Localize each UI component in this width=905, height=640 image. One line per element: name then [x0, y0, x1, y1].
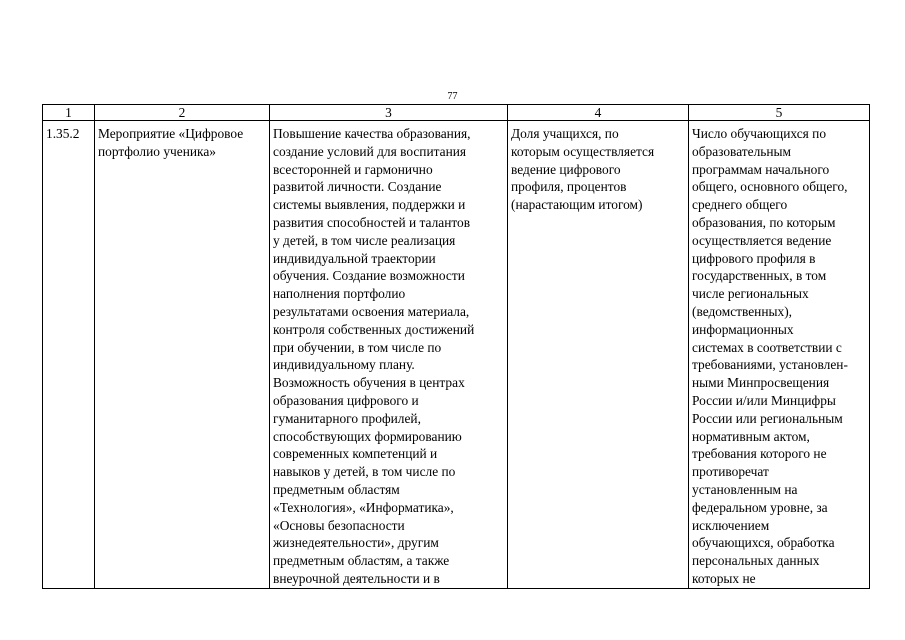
text-line: профиля, процентов — [511, 179, 627, 195]
text-line: Мероприятие «Цифровое — [98, 126, 244, 141]
text-line: предметным областям — [273, 481, 400, 497]
text-line: программам начального — [692, 161, 830, 177]
text-line: предметным областям, а также — [273, 553, 450, 569]
text-line: требованиями, установлен- — [692, 357, 848, 373]
text-line: общего, основного общего, — [692, 179, 848, 195]
text-line: современных компетенций и — [273, 446, 438, 462]
text-line: нормативным актом, — [692, 428, 810, 444]
text-line: обучающихся, обработка — [692, 535, 835, 551]
text-line: требования которого не — [692, 446, 827, 462]
text-line: исключением — [692, 517, 770, 533]
text-line: числе региональных — [692, 286, 809, 302]
text-line: противоречат — [692, 464, 769, 480]
text-line: обучения. Создание возможности — [273, 268, 465, 284]
text-line: осуществляется ведение — [692, 232, 832, 248]
text-line: установленным на — [692, 481, 798, 497]
indicator-cell — [508, 121, 689, 589]
text-line: Повышение качества образования, — [273, 126, 471, 141]
text-line: индивидуальному плану. — [273, 357, 415, 373]
text-line: системы выявления, поддержки и — [273, 197, 466, 213]
text-line: развитой личности. Создание — [273, 179, 442, 195]
column-header-5: 5 — [689, 105, 870, 121]
text-line: Доля учащихся, по — [511, 126, 619, 141]
text-line: системах в соответствии с — [692, 339, 842, 355]
text-line: которым осуществляется — [511, 143, 655, 159]
text-line: России и/или Минцифры — [692, 392, 836, 408]
text-line: (ведомственных), — [692, 303, 793, 319]
description-cell — [270, 121, 508, 589]
text-line: способствующих формированию — [273, 428, 462, 444]
column-header-3: 3 — [270, 105, 508, 121]
page-number: 77 — [447, 91, 458, 102]
text-line: развития способностей и талантов — [273, 214, 471, 230]
text-line: ными Минпросвещения — [692, 375, 830, 391]
text-line: образования цифрового и — [273, 392, 419, 408]
text-line: цифрового профиля в — [692, 250, 816, 266]
text-line: индивидуальной траектории — [273, 250, 436, 266]
text-line: информационных — [692, 321, 794, 337]
text-line: России или региональным — [692, 410, 843, 426]
indicator-table — [42, 104, 870, 589]
text-line: образовательным — [692, 143, 792, 159]
text-line: наполнения портфолио — [273, 286, 406, 302]
text-line: Число обучающихся по — [692, 126, 827, 141]
column-header-2: 2 — [95, 105, 270, 121]
column-header-4: 4 — [508, 105, 689, 121]
text-line: гуманитарного профилей, — [273, 410, 421, 426]
text-line: «Технология», «Информатика», — [273, 499, 454, 515]
text-line: ведение цифрового — [511, 161, 621, 177]
text-line: всесторонней и гармонично — [273, 161, 433, 177]
calculation-method-cell — [689, 121, 870, 589]
text-line: Возможность обучения в центрах — [273, 375, 465, 391]
text-line: у детей, в том числе реализация — [273, 232, 456, 248]
row-number-cell: 1.35.2 — [43, 121, 95, 589]
column-header-1: 1 — [43, 105, 95, 121]
text-line: создание условий для воспитания — [273, 143, 467, 159]
text-line: (нарастающим итогом) — [511, 197, 643, 213]
text-line: персональных данных — [692, 553, 820, 569]
text-line: образования, по которым — [692, 214, 836, 230]
text-line: результатами освоения материала, — [273, 303, 470, 319]
event-name-cell — [95, 121, 270, 589]
text-line: которых не — [692, 570, 756, 586]
text-line: жизнедеятельности», другим — [273, 535, 439, 551]
text-line: навыков у детей, в том числе по — [273, 464, 456, 480]
text-line: «Основы безопасности — [273, 517, 405, 533]
text-line: контроля собственных достижений — [273, 321, 475, 337]
text-line: портфолио ученика» — [98, 143, 216, 159]
table-row — [43, 121, 870, 589]
header-row — [43, 105, 870, 121]
text-line: внеурочной деятельности и в — [273, 570, 440, 586]
text-line: при обучении, в том числе по — [273, 339, 442, 355]
text-line: федеральном уровне, за — [692, 499, 828, 515]
text-line: среднего общего — [692, 197, 788, 213]
text-line: государственных, в том — [692, 268, 827, 284]
